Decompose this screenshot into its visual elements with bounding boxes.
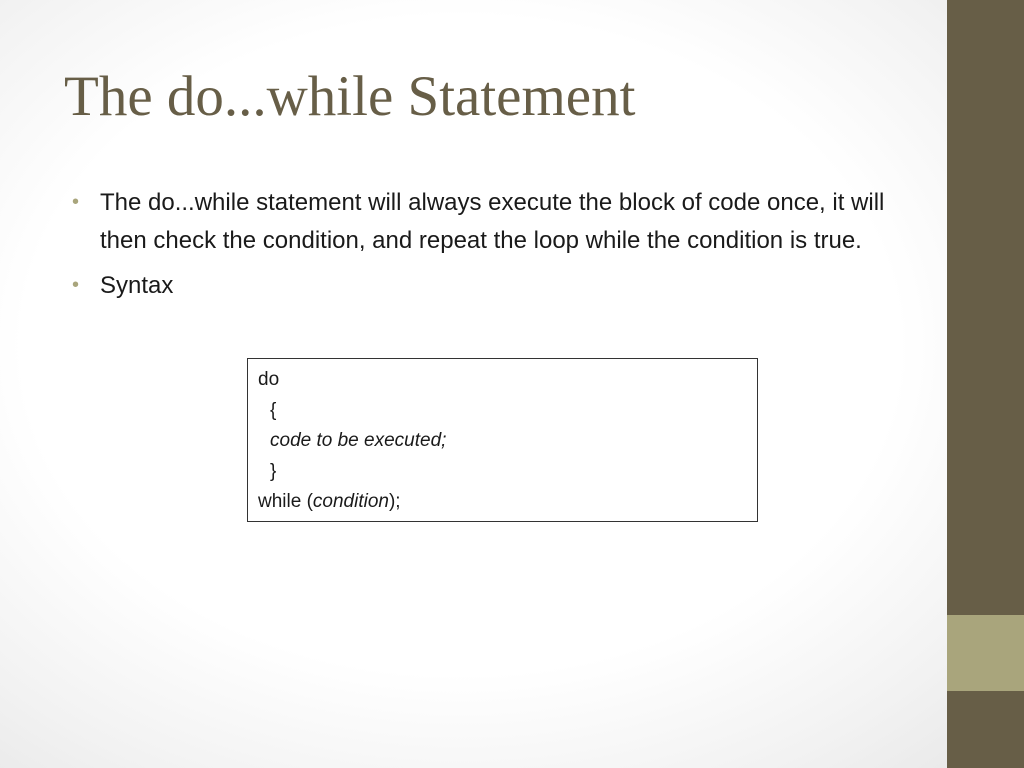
code-line-close-brace: } — [270, 460, 277, 482]
while-suffix: ); — [388, 491, 401, 512]
bullet-list — [72, 184, 902, 313]
code-line-open-brace: { — [270, 399, 277, 421]
bullet-item — [72, 267, 902, 305]
bullet-text: Syntax — [100, 272, 174, 299]
slide-title: The do...while Statement — [64, 65, 636, 128]
code-line-while — [258, 487, 747, 518]
bullet-text: The do...while statement will always execute the block of code once, it will then check the condition, and repeat the loop while the condition is true. — [100, 189, 885, 254]
code-line-body: code to be executed; — [270, 430, 447, 451]
bullet-icon: • — [72, 191, 80, 213]
while-prefix: while ( — [258, 491, 313, 512]
while-condition: condition — [312, 491, 389, 512]
bullet-icon: • — [72, 274, 80, 296]
bullet-item — [72, 184, 902, 259]
decorative-sidebar-accent — [947, 615, 1024, 691]
syntax-code-box — [247, 358, 758, 522]
code-line-do: do — [258, 369, 280, 390]
